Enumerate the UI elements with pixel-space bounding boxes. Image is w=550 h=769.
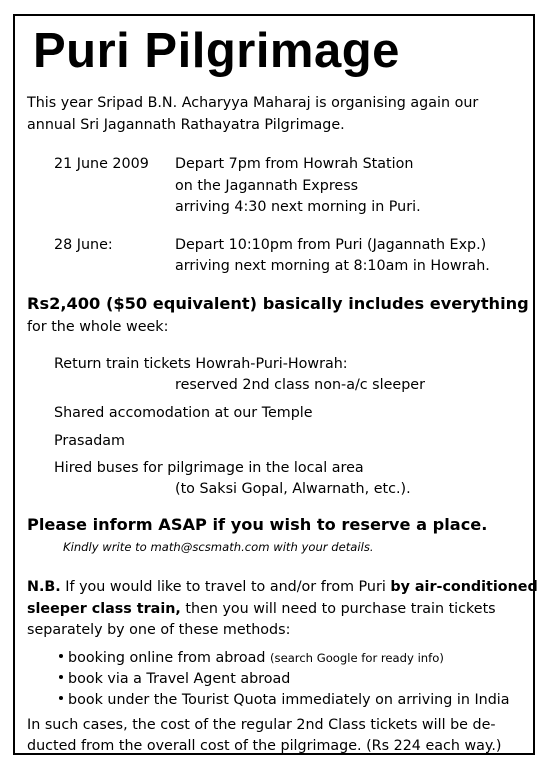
- method-text: booking online from abroad: [68, 650, 270, 666]
- nb-line-2-bold: sleeper class train,: [27, 601, 181, 617]
- intro-line-2: annual Sri Jagannath Rathayatra Pilgrimage.: [27, 117, 345, 133]
- method-item: [59, 651, 444, 665]
- reserve-headline: Please inform ASAP if you wish to reserve a place.: [27, 515, 488, 534]
- schedule-2-line-1: Depart 10:10pm from Puri (Jagannath Exp.): [175, 237, 487, 253]
- bullet-icon: [59, 675, 63, 679]
- page-title: Puri Pilgrimage: [33, 24, 400, 78]
- include-accommodation: Shared accomodation at our Temple: [54, 405, 313, 421]
- include-prasadam: Prasadam: [54, 433, 125, 449]
- method-item: [59, 672, 290, 686]
- include-buses: Hired buses for pilgrimage in the local area: [54, 460, 364, 476]
- method-item: [59, 693, 510, 707]
- method-text: book via a Travel Agent abroad: [68, 671, 291, 687]
- reserve-note: Kindly write to math@scsmath.com with your details.: [63, 540, 374, 554]
- schedule-1-line-3: arriving 4:30 next morning in Puri.: [175, 199, 421, 215]
- nb-line-2-text: then you will need to purchase train tickets: [180, 601, 496, 617]
- schedule-date-1: 21 June 2009: [54, 156, 149, 172]
- include-buses-detail: (to Saksi Gopal, Alwarnath, etc.).: [175, 481, 411, 497]
- footer-line-1: In such cases, the cost of the regular 2nd Class tickets will be de-: [27, 717, 496, 733]
- nb-line-2: [27, 602, 496, 616]
- schedule-2-line-2: arriving next morning at 8:10am in Howrah.: [175, 258, 490, 274]
- method-hint: (search Google for ready info): [270, 651, 444, 665]
- bullet-icon: [59, 654, 63, 658]
- bullet-icon: [59, 696, 63, 700]
- method-text: book under the Tourist Quota immediately on arriving in India: [68, 692, 510, 708]
- nb-line-1-bold: by air-conditioned: [390, 579, 538, 595]
- schedule-date-2: 28 June:: [54, 237, 113, 253]
- schedule-1-line-2: on the Jagannath Express: [175, 178, 359, 194]
- nb-line-1: [27, 580, 538, 594]
- price-subline: for the whole week:: [27, 319, 169, 335]
- schedule-1-line-1: Depart 7pm from Howrah Station: [175, 156, 414, 172]
- include-train-detail: reserved 2nd class non-a/c sleeper: [175, 377, 425, 393]
- nb-label: N.B.: [27, 579, 61, 595]
- price-headline: Rs2,400 ($50 equivalent) basically includes everything: [27, 294, 529, 313]
- include-train: Return train tickets Howrah-Puri-Howrah:: [54, 356, 348, 372]
- footer-line-2: ducted from the overall cost of the pilgrimage. (Rs 224 each way.): [27, 738, 502, 754]
- nb-line-3: separately by one of these methods:: [27, 622, 291, 638]
- nb-line-1-text: If you would like to travel to and/or from Puri: [60, 579, 391, 595]
- intro-line-1: This year Sripad B.N. Acharyya Maharaj is organising again our: [27, 95, 479, 111]
